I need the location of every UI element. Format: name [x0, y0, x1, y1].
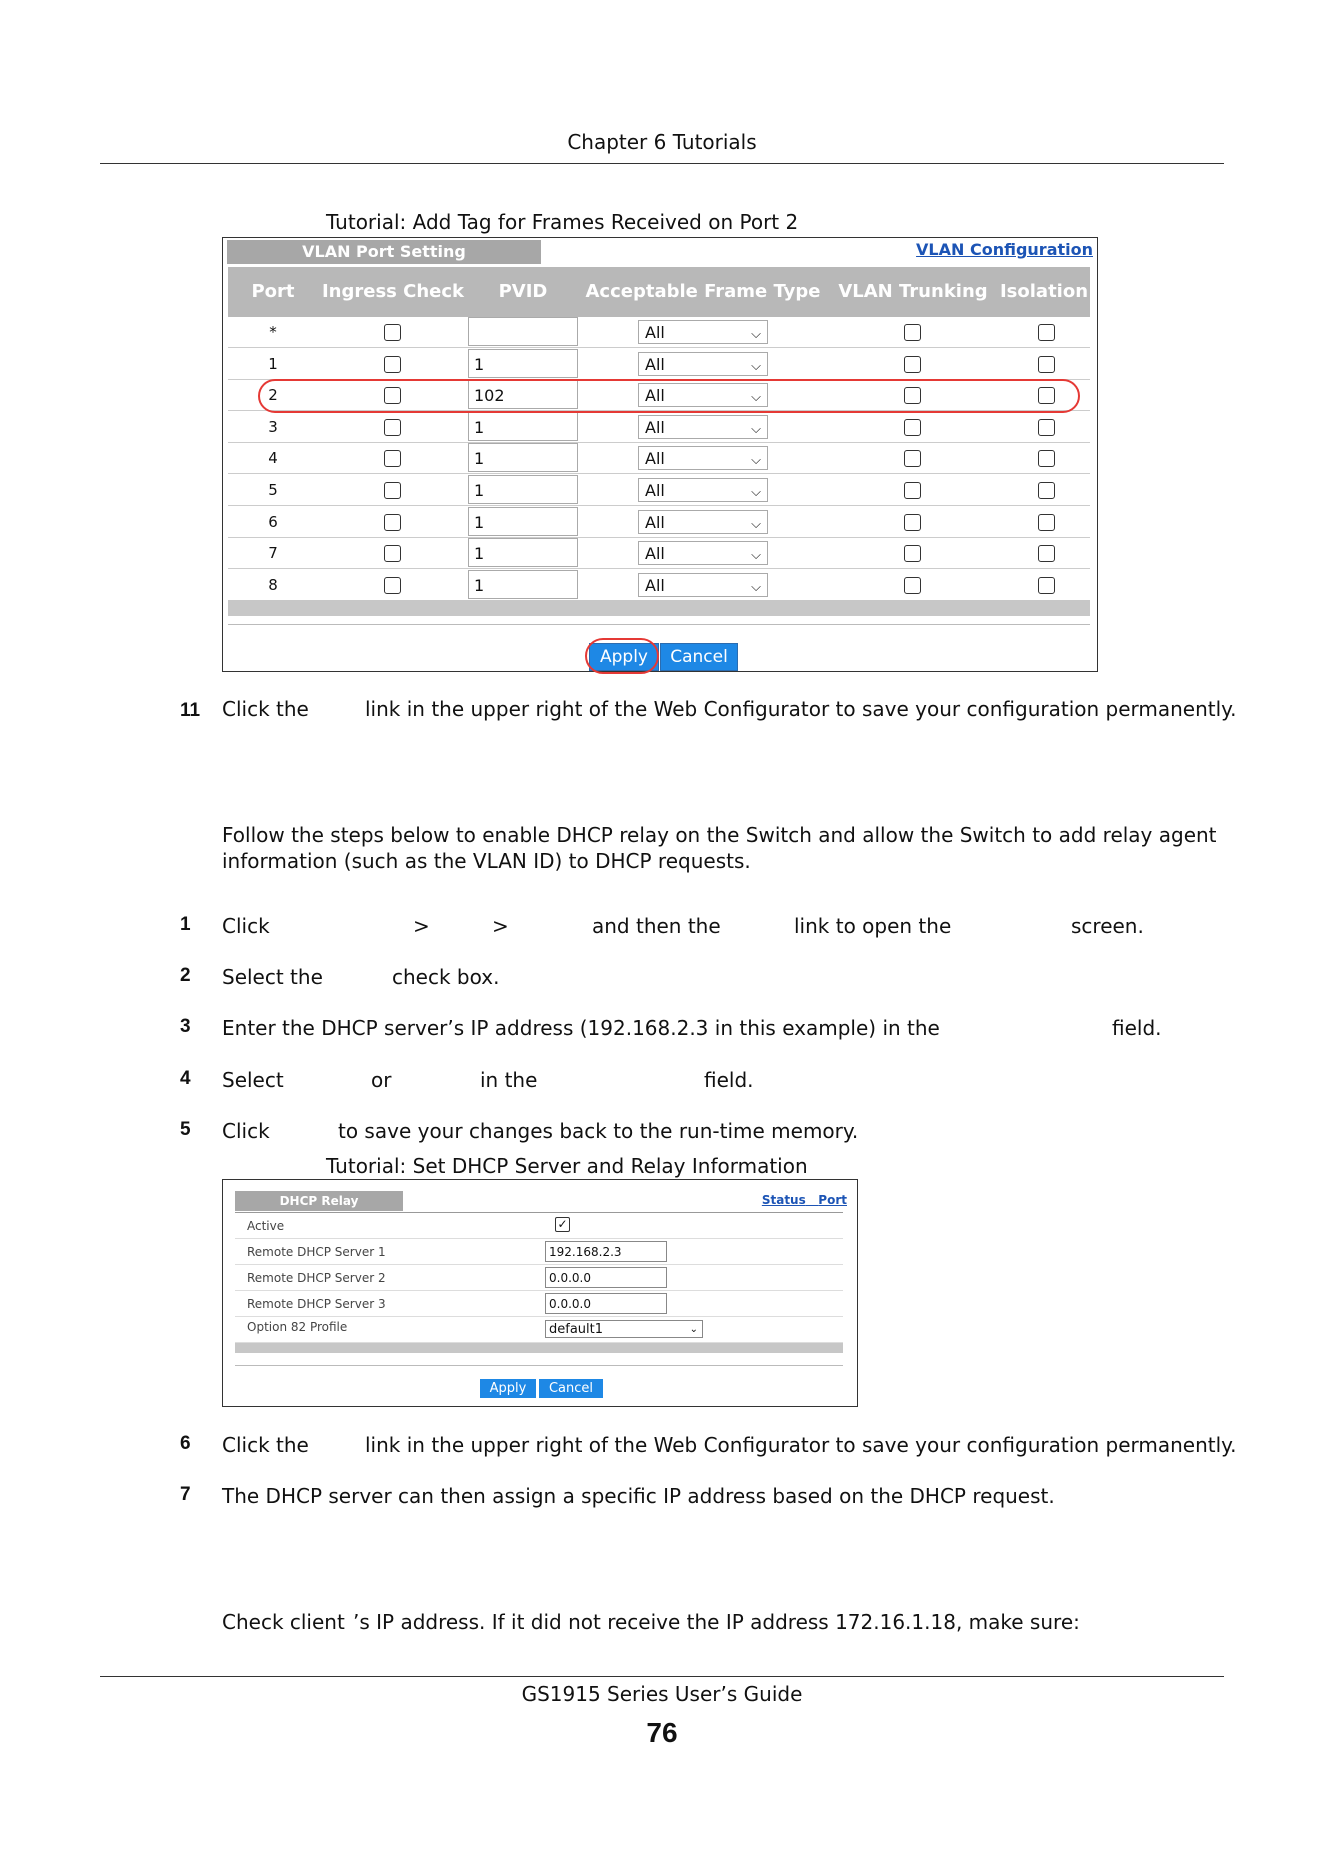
vlan-configuration-link[interactable]: VLAN Configuration [916, 240, 1093, 259]
port-cell: 4 [268, 449, 278, 468]
row-remote-dhcp-server-3 [235, 1291, 843, 1317]
step-4-text-a: Select [222, 1068, 284, 1092]
vlan-trunking-checkbox[interactable] [904, 419, 921, 436]
dhcp-relay-tab[interactable]: DHCP Relay [235, 1191, 403, 1211]
col-port: Port [251, 281, 295, 302]
isolation-checkbox[interactable] [1038, 514, 1055, 531]
pvid-input[interactable] [468, 317, 578, 346]
pvid-input[interactable]: 1 [468, 412, 578, 441]
port-cell: 7 [268, 544, 278, 563]
pvid-input[interactable]: 1 [468, 570, 578, 599]
active-checkbox[interactable]: ✓ [555, 1217, 570, 1232]
step-7-num: 7 [180, 1484, 191, 1505]
step-11-text-a: Click the [222, 697, 309, 721]
step-5-text-b: to save your changes back to the run-time memory. [338, 1119, 859, 1143]
page-number: 76 [646, 1717, 678, 1748]
step-6-text-a: Click the [222, 1433, 309, 1457]
step-3-num: 3 [180, 1016, 191, 1037]
step-2-text-a: Select the [222, 965, 323, 989]
footer-rule [100, 1676, 1224, 1677]
dhcp-cancel-button[interactable]: Cancel [539, 1379, 603, 1398]
port2-row-highlight [258, 379, 1080, 413]
frame-type-select[interactable] [638, 352, 768, 376]
option-82-profile-label: Option 82 Profile [247, 1320, 348, 1334]
remote-dhcp-server-1-label: Remote DHCP Server 1 [247, 1245, 386, 1259]
frame-type-value: All [645, 544, 665, 564]
dhcp-relay-screenshot [222, 1179, 858, 1407]
frame-type-select[interactable] [638, 415, 768, 439]
col-isolation: Isolation [999, 281, 1089, 302]
step-4-text-b: or [371, 1068, 392, 1092]
remote-dhcp-server-3-label: Remote DHCP Server 3 [247, 1297, 386, 1311]
pvid-input[interactable]: 1 [468, 443, 578, 472]
frame-type-select[interactable] [638, 573, 768, 597]
figure2-caption: Tutorial: Set DHCP Server and Relay Information [326, 1154, 808, 1178]
isolation-checkbox[interactable] [1038, 577, 1055, 594]
vlan-port-setting-tab[interactable]: VLAN Port Setting [227, 240, 541, 264]
step-11: 11 [180, 700, 201, 721]
vlan-trunking-checkbox[interactable] [904, 356, 921, 373]
col-ingress-check: Ingress Check [321, 281, 465, 302]
step-5-text-a: Click [222, 1119, 270, 1143]
table-row [228, 349, 1090, 380]
isolation-checkbox[interactable] [1038, 450, 1055, 467]
port-link[interactable]: Port [818, 1193, 847, 1207]
ingress-check-checkbox[interactable] [384, 450, 401, 467]
row-remote-dhcp-server-2 [235, 1265, 843, 1291]
step-4-num: 4 [180, 1068, 191, 1089]
ingress-check-checkbox[interactable] [384, 545, 401, 562]
col-vlan-trunking: VLAN Trunking [838, 281, 988, 302]
table-row [228, 507, 1090, 538]
header-rule [100, 163, 1224, 164]
table-header [228, 267, 1090, 317]
frame-type-value: All [645, 481, 665, 500]
row-remote-dhcp-server-1 [235, 1239, 843, 1265]
frame-type-value: All [645, 386, 665, 406]
pvid-input[interactable]: 1 [468, 475, 578, 504]
step-1-text-a: Click [222, 914, 270, 938]
chevron-down-icon: ⌵ [751, 358, 761, 374]
frame-type-select[interactable] [638, 320, 768, 344]
table-row [228, 538, 1090, 569]
isolation-checkbox[interactable] [1038, 545, 1055, 562]
check-line-b: ’s IP address. If it did not receive the IP address 172.16.1.18, make sure: [353, 1610, 1080, 1634]
port-cell: 6 [268, 512, 278, 531]
apply-highlight [585, 638, 659, 674]
chevron-down-icon: ⌵ [751, 579, 761, 595]
frame-type-value: All [645, 354, 665, 374]
port-cell: 5 [268, 481, 278, 499]
chevron-down-icon: ⌄ [689, 1324, 698, 1335]
chevron-down-icon: ⌵ [751, 485, 761, 500]
table-row [228, 412, 1090, 443]
step-1-text-e: link to open the [794, 914, 952, 938]
pvid-input[interactable]: 102 [468, 380, 578, 409]
step-1-text-f: screen. [1071, 914, 1144, 938]
step-1-num: 1 [180, 914, 191, 935]
ingress-check-checkbox[interactable] [384, 514, 401, 531]
isolation-checkbox[interactable] [1038, 482, 1055, 499]
vlan-trunking-checkbox[interactable] [904, 324, 921, 341]
vlan-trunking-checkbox[interactable] [904, 482, 921, 499]
intro-line-2: information (such as the VLAN ID) to DHCP requests. [222, 849, 751, 873]
step-4-text-c: in the [480, 1068, 538, 1092]
table-row [228, 475, 1090, 506]
pvid-input[interactable]: 1 [468, 507, 578, 536]
step-1-text-b: > [413, 914, 430, 938]
chevron-down-icon: ⌵ [751, 548, 761, 564]
row-active [235, 1213, 843, 1239]
port-cell: 8 [268, 575, 278, 594]
top-links [762, 1193, 847, 1207]
port-cell: * [269, 323, 277, 341]
dhcp-divider [235, 1365, 843, 1366]
vlan-trunking-checkbox[interactable] [904, 577, 921, 594]
port-cell: 3 [268, 417, 278, 436]
frame-type-select[interactable] [638, 446, 768, 470]
step-7-text: The DHCP server can then assign a specific IP address based on the DHCP request. [222, 1484, 1055, 1508]
figure1-caption: Tutorial: Add Tag for Frames Received on Port 2 [326, 210, 799, 234]
check-line-a: Check client [222, 1610, 345, 1634]
apply-button[interactable]: Apply [589, 643, 659, 671]
table-row [228, 317, 1090, 348]
remote-dhcp-server-1-input[interactable]: 192.168.2.3 [545, 1241, 667, 1262]
isolation-checkbox[interactable] [1038, 324, 1055, 341]
frame-type-value: All [645, 575, 665, 595]
step-5-num: 5 [180, 1119, 191, 1140]
divider [228, 624, 1090, 625]
step-1-text-c: > [492, 914, 509, 938]
frame-type-value: All [645, 449, 665, 469]
remote-dhcp-server-2-input[interactable]: 0.0.0.0 [545, 1267, 667, 1288]
isolation-checkbox[interactable] [1038, 356, 1055, 373]
dhcp-footer-bar [235, 1343, 843, 1353]
step-2-text-b: check box. [392, 965, 500, 989]
vlan-trunking-checkbox[interactable] [904, 450, 921, 467]
step-6-num: 6 [180, 1433, 191, 1454]
row-option-82-profile [235, 1317, 843, 1343]
step-11-text-b: link in the upper right of the Web Configurator to save your configuration permanently. [365, 697, 1237, 721]
frame-type-value: All [645, 323, 665, 342]
step-6-text-b: link in the upper right of the Web Configurator to save your configuration permanently. [365, 1433, 1237, 1457]
chevron-down-icon: ⌵ [751, 390, 761, 406]
col-pvid: PVID [498, 281, 548, 302]
chevron-down-icon: ⌵ [751, 453, 761, 469]
cancel-button[interactable]: Cancel [660, 643, 738, 671]
option-82-profile-select[interactable] [545, 1320, 703, 1338]
step-3-text-a: Enter the DHCP server’s IP address (192.168.2.3 in this example) in the [222, 1016, 940, 1040]
vlan-trunking-checkbox[interactable] [904, 514, 921, 531]
col-acceptable-frame-type: Acceptable Frame Type [585, 281, 821, 302]
remote-dhcp-server-2-label: Remote DHCP Server 2 [247, 1271, 386, 1285]
pvid-input[interactable]: 1 [468, 538, 578, 567]
vlan-port-setting-screenshot [222, 237, 1098, 672]
frame-type-value: All [645, 512, 665, 532]
ingress-check-checkbox[interactable] [384, 419, 401, 436]
footer-guide: GS1915 Series User’s Guide [521, 1682, 803, 1706]
remote-dhcp-server-3-input[interactable]: 0.0.0.0 [545, 1293, 667, 1314]
pvid-input[interactable]: 1 [468, 349, 578, 378]
frame-type-select[interactable] [638, 478, 768, 502]
vlan-trunking-checkbox[interactable] [904, 545, 921, 562]
isolation-checkbox[interactable] [1038, 419, 1055, 436]
ingress-check-checkbox[interactable] [384, 577, 401, 594]
frame-type-select[interactable] [638, 541, 768, 565]
ingress-check-checkbox[interactable] [384, 482, 401, 499]
chevron-down-icon: ⌵ [751, 516, 761, 532]
chapter-header: Chapter 6 Tutorials [567, 130, 757, 154]
dhcp-apply-button[interactable]: Apply [480, 1379, 536, 1398]
status-link[interactable]: Status [761, 1193, 806, 1207]
chevron-down-icon: ⌵ [751, 327, 761, 342]
port-cell: 2 [268, 386, 278, 405]
step-1-text-d: and then the [592, 914, 721, 938]
step-2-num: 2 [180, 965, 191, 986]
table-row [228, 443, 1090, 474]
port-cell: 1 [268, 354, 278, 373]
option-82-profile-value: default1 [549, 1322, 604, 1337]
active-label: Active [247, 1219, 285, 1233]
table-footer-bar [228, 600, 1090, 616]
frame-type-select[interactable] [638, 510, 768, 534]
table-row [228, 570, 1090, 601]
step-4-text-d: field. [704, 1068, 754, 1092]
ingress-check-checkbox[interactable] [384, 356, 401, 373]
chevron-down-icon: ⌵ [751, 421, 761, 437]
ingress-check-checkbox[interactable] [384, 324, 401, 341]
intro-line-1: Follow the steps below to enable DHCP relay on the Switch and allow the Switch to add relay agent [222, 823, 1217, 847]
frame-type-value: All [645, 417, 665, 437]
step-3-text-b: field. [1112, 1016, 1162, 1040]
